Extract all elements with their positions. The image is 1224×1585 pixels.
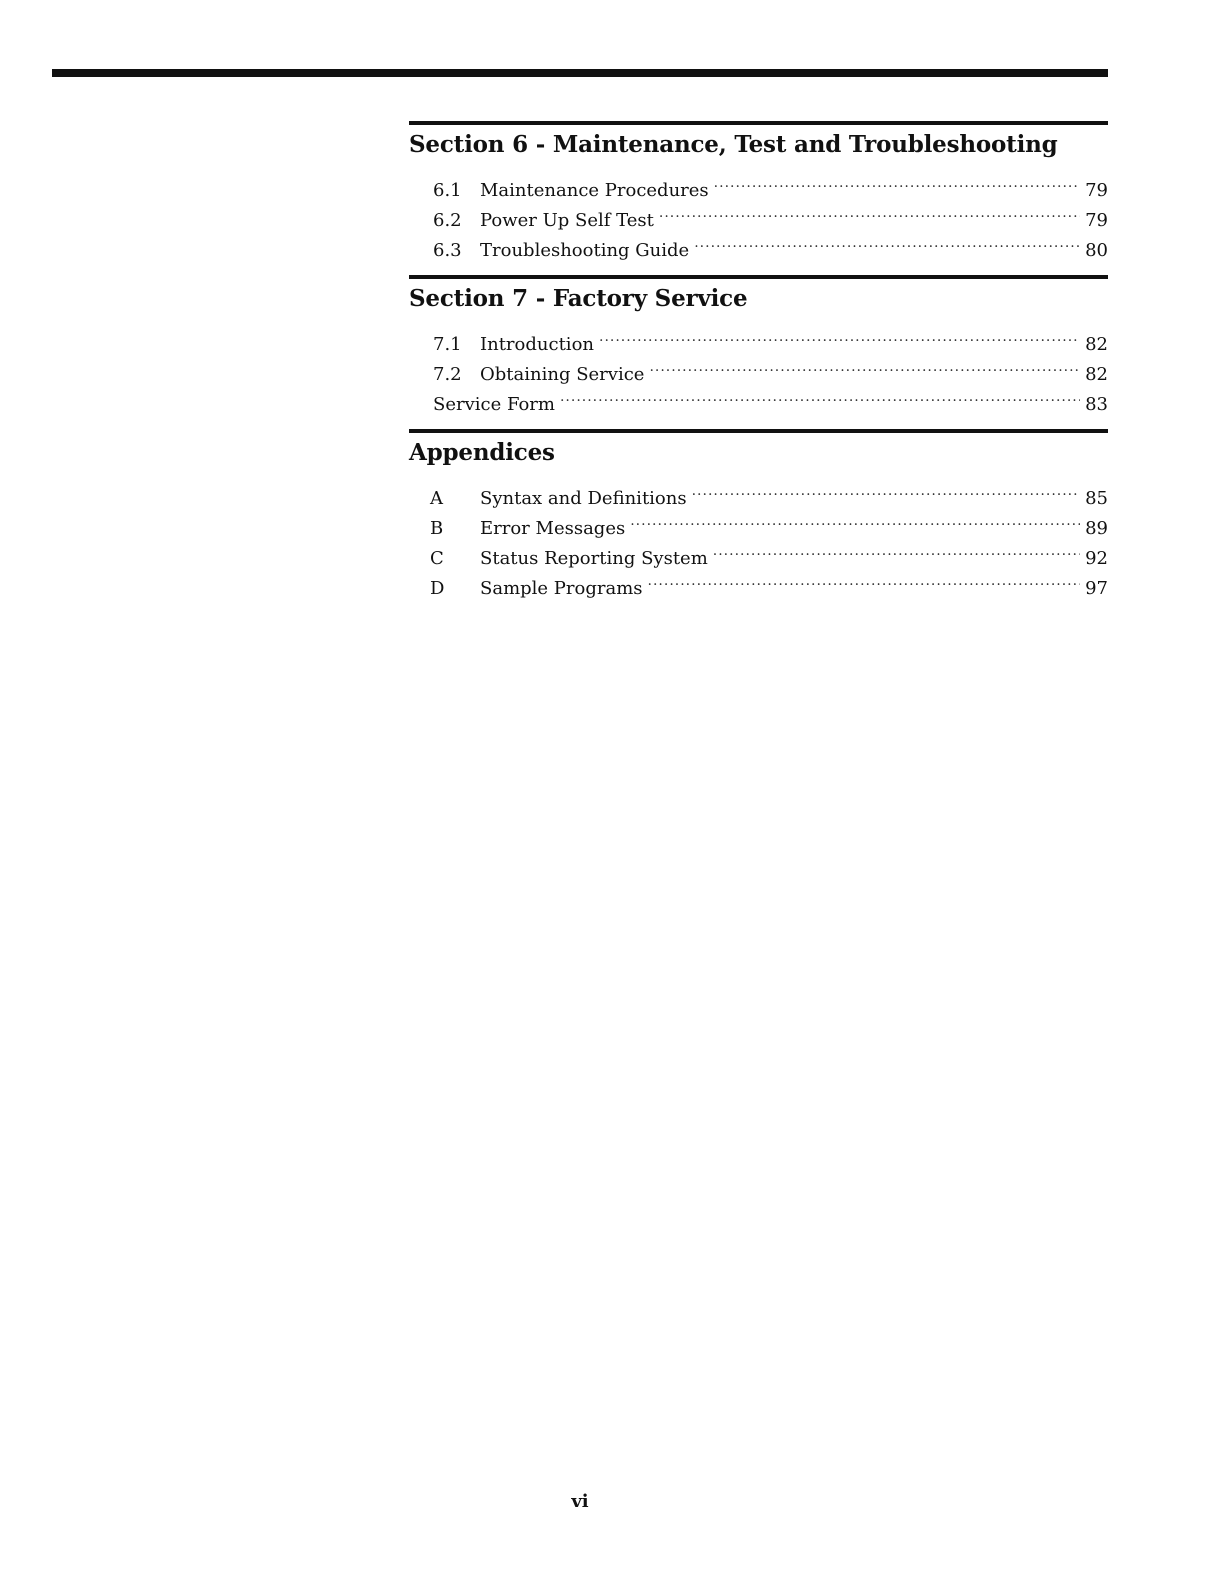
entry-page: 79 xyxy=(1085,180,1108,201)
page-number: vi xyxy=(571,1491,589,1512)
entry-number: 7.2 xyxy=(433,364,462,385)
entry-title: Error Messages xyxy=(480,518,626,539)
toc-section-7 xyxy=(409,275,1108,415)
entry-number: C xyxy=(430,548,444,569)
dot-leader xyxy=(599,320,1080,350)
entry-page: 92 xyxy=(1085,548,1108,569)
entry-page: 82 xyxy=(1085,334,1108,355)
entry-title: Obtaining Service xyxy=(480,364,645,385)
dot-leader xyxy=(648,564,1081,594)
entry-number: D xyxy=(430,578,445,599)
entry-title: Troubleshooting Guide xyxy=(480,240,690,261)
entry-title: Power Up Self Test xyxy=(480,210,654,231)
entry-number: 6.3 xyxy=(433,240,462,261)
top-rule xyxy=(52,69,1108,77)
section-title: Appendices xyxy=(409,439,555,466)
entry-title: Sample Programs xyxy=(480,578,643,599)
entry-number: 6.2 xyxy=(433,210,462,231)
dot-leader xyxy=(560,380,1080,410)
entry-number: 6.1 xyxy=(433,180,462,201)
toc-entry-appendix-a[interactable] xyxy=(409,474,1108,509)
entry-title: Syntax and Definitions xyxy=(480,488,687,509)
entry-page: 89 xyxy=(1085,518,1108,539)
toc-section-6 xyxy=(409,121,1108,261)
dot-leader xyxy=(659,196,1080,226)
toc-entry-7-1[interactable] xyxy=(409,320,1108,355)
dot-leader xyxy=(630,504,1080,534)
dot-leader xyxy=(692,474,1080,504)
entry-page: 85 xyxy=(1085,488,1108,509)
entry-page: 97 xyxy=(1085,578,1108,599)
table-of-contents xyxy=(409,121,1108,613)
dot-leader xyxy=(714,166,1080,196)
entry-number: 7.1 xyxy=(433,334,462,355)
section-title: Section 7 - Factory Service xyxy=(409,285,748,312)
entry-title: Status Reporting System xyxy=(480,548,708,569)
dot-leader xyxy=(694,226,1080,256)
toc-section-appendices xyxy=(409,429,1108,599)
dot-leader xyxy=(713,534,1080,564)
entry-title: Introduction xyxy=(480,334,594,355)
entry-title: Maintenance Procedures xyxy=(480,180,709,201)
section-title: Section 6 - Maintenance, Test and Troubleshooting xyxy=(409,131,1058,158)
toc-entry-6-1[interactable] xyxy=(409,166,1108,201)
entry-number: B xyxy=(430,518,444,539)
entry-page: 79 xyxy=(1085,210,1108,231)
entry-title: Service Form xyxy=(433,394,555,415)
entry-page: 82 xyxy=(1085,364,1108,385)
entry-page: 83 xyxy=(1085,394,1108,415)
entry-page: 80 xyxy=(1085,240,1108,261)
entry-number: A xyxy=(430,488,443,509)
dot-leader xyxy=(649,350,1080,380)
